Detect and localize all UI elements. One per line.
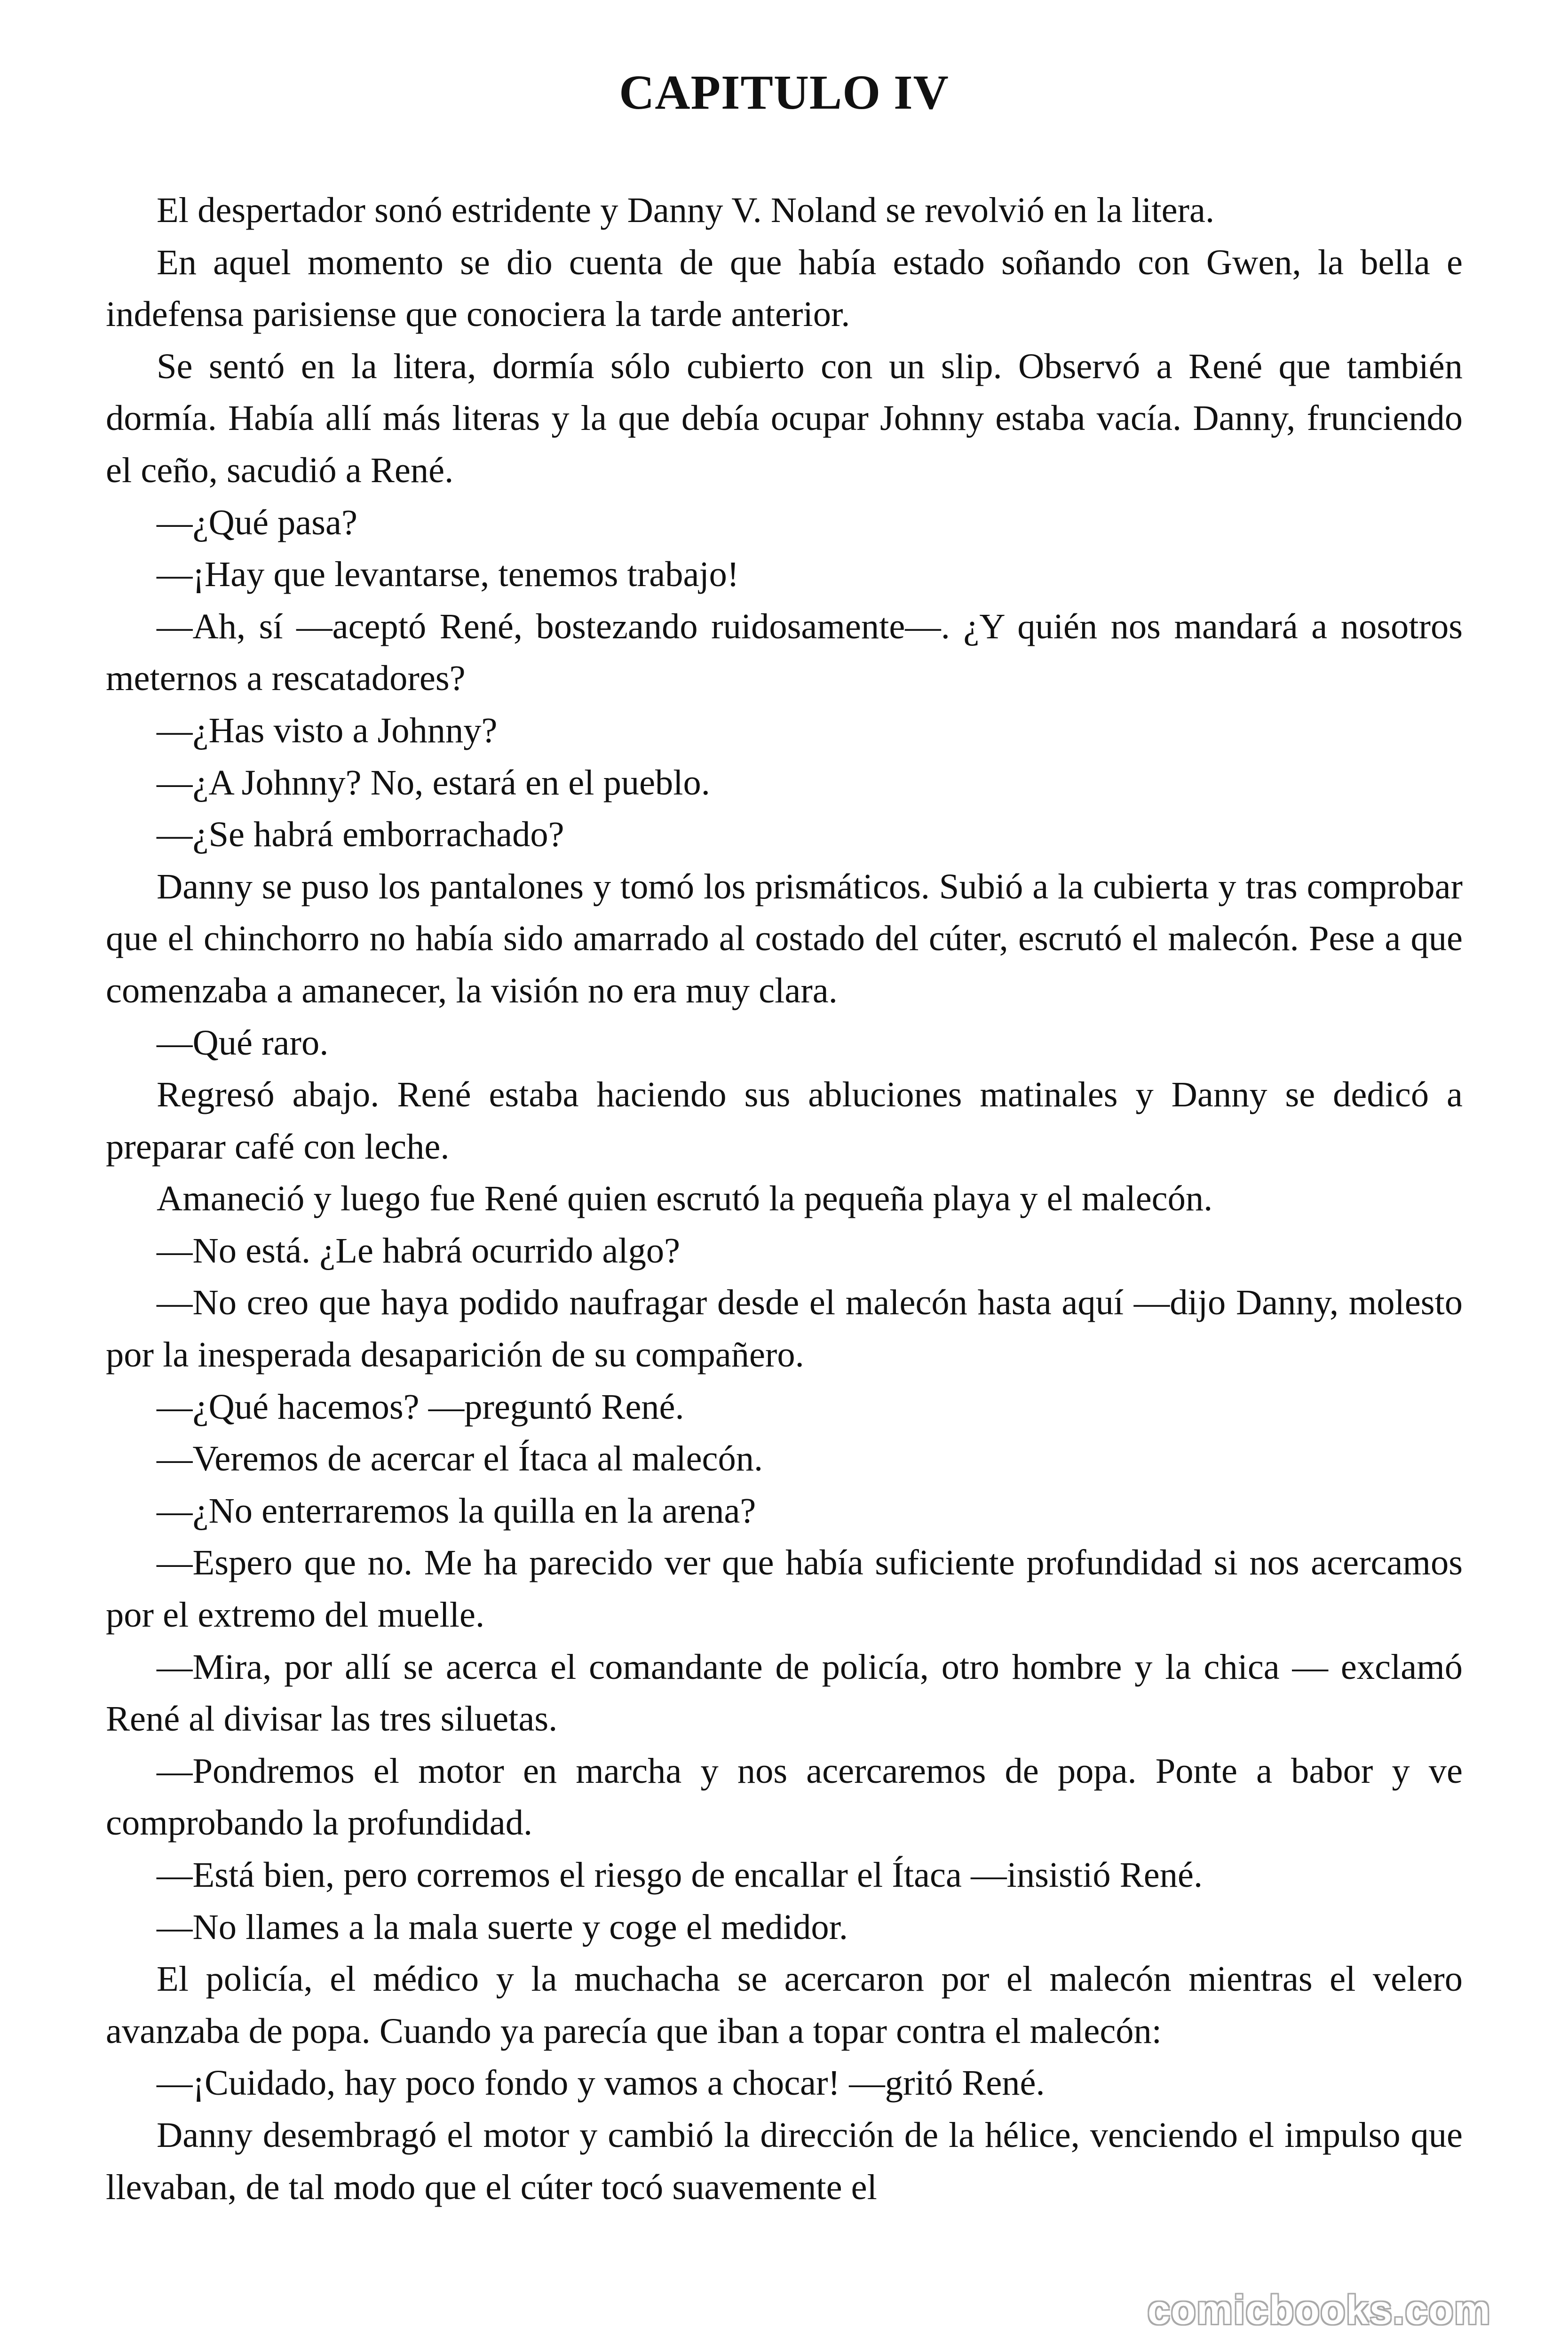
dialogue-line: —Ah, sí —aceptó René, bostezando ruidosamente—. ¿Y quién nos mandará a nosotros meternos a rescatadores? [106, 606, 1463, 699]
paragraph: En aquel momento se dio cuenta de que había estado soñando con Gwen, la bella e indefensa parisiense que conociera la tarde anterior. [106, 242, 1463, 334]
chapter-body [106, 184, 1463, 2213]
paragraph: El policía, el médico y la muchacha se acercaron por el malecón mientras el velero avanzaba de popa. Cuando ya parecía que iban a topar contra el malecón: [106, 1959, 1463, 2051]
dialogue-line: —¡Hay que levantarse, tenemos trabajo! [157, 554, 739, 595]
paragraph: Danny se puso los pantalones y tomó los prismáticos. Subió a la cubierta y tras comprobar que el chinchorro no había sido amarrado al costado del cúter, escrutó el malecón. Pese a que comenzaba a amanecer, la visión no era muy clara. [106, 866, 1463, 1010]
dialogue-line: —No llames a la mala suerte y coge el medidor. [157, 1907, 848, 1947]
dialogue-line: —¿Qué pasa? [157, 502, 357, 542]
watermark-logo: comicbooks.com [1148, 2288, 1491, 2333]
dialogue-line: —Qué raro. [157, 1022, 329, 1063]
dialogue-line: —¡Cuidado, hay poco fondo y vamos a chocar! —gritó René. [157, 2063, 1045, 2103]
dialogue-line: —¿Se habrá emborrachado? [157, 814, 564, 855]
dialogue-line: —Está bien, pero corremos el riesgo de encallar el Ítaca —insistió René. [157, 1855, 1203, 1895]
dialogue-line: —Veremos de acercar el Ítaca al malecón. [157, 1438, 763, 1479]
dialogue-line: —Pondremos el motor en marcha y nos acercaremos de popa. Ponte a babor y ve comprobando la profundidad. [106, 1750, 1463, 1843]
dialogue-line: —Mira, por allí se acerca el comandante de policía, otro hombre y la chica — exclamó René al divisar las tres siluetas. [106, 1646, 1463, 1739]
dialogue-line: —¿Qué hacemos? —preguntó René. [157, 1386, 684, 1427]
dialogue-line: —Espero que no. Me ha parecido ver que había suficiente profundidad si nos acercamos por el extremo del muelle. [106, 1542, 1463, 1635]
dialogue-line: —No está. ¿Le habrá ocurrido algo? [157, 1230, 681, 1271]
paragraph: El despertador sonó estridente y Danny V. Noland se revolvió en la litera. [157, 190, 1215, 230]
paragraph: Amaneció y luego fue René quien escrutó la pequeña playa y el malecón. [157, 1178, 1213, 1219]
dialogue-line: —¿No enterraremos la quilla en la arena? [157, 1490, 756, 1531]
chapter-title: CAPITULO IV [619, 65, 949, 119]
dialogue-line: —¿A Johnny? No, estará en el pueblo. [157, 762, 710, 803]
dialogue-line: —¿Has visto a Johnny? [157, 710, 498, 750]
paragraph: Regresó abajo. René estaba haciendo sus abluciones matinales y Danny se dedicó a preparar café con leche. [106, 1074, 1463, 1167]
paragraph: Danny desembragó el motor y cambió la dirección de la hélice, venciendo el impulso que llevaban, de tal modo que el cúter tocó suavemente el [106, 2114, 1463, 2207]
dialogue-line: —No creo que haya podido naufragar desde el malecón hasta aquí —dijo Danny, molesto por la inesperada desaparición de su compañero. [106, 1282, 1463, 1375]
paragraph: Se sentó en la litera, dormía sólo cubierto con un slip. Observó a René que también dormía. Había allí más literas y la que debía ocupar Johnny estaba vacía. Danny, frunciendo el ceño, sacudió a René. [106, 346, 1463, 490]
